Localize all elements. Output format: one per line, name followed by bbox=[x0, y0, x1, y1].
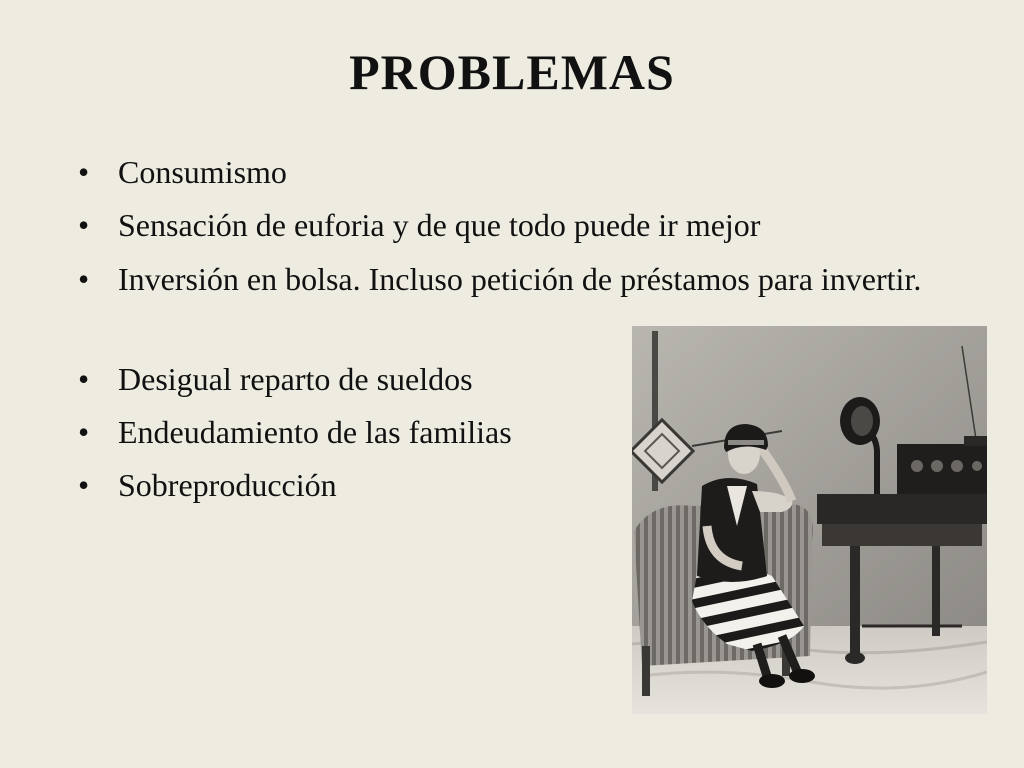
bullet-marker: • bbox=[78, 154, 90, 190]
bullet-text: Desigual reparto de sueldos bbox=[118, 361, 473, 397]
vintage-photo-woman-with-radio bbox=[632, 326, 987, 714]
bullet-marker: • bbox=[78, 261, 90, 297]
bullet-marker: • bbox=[78, 361, 90, 397]
bullet-marker: • bbox=[78, 467, 90, 503]
photo-illustration bbox=[632, 326, 987, 714]
bullet-text: Consumismo bbox=[118, 154, 287, 190]
slide-title: PROBLEMAS bbox=[349, 44, 675, 100]
bullet-text: Sensación de euforia y de que todo puede ir mejor bbox=[118, 207, 761, 243]
bullet-text: Inversión en bolsa. Incluso petición de préstamos para invertir. bbox=[118, 261, 922, 297]
bullet-text: Sobreproducción bbox=[118, 467, 337, 503]
bullet-marker: • bbox=[78, 414, 90, 450]
bullet-text: Endeudamiento de las familias bbox=[118, 414, 512, 450]
bullet-marker: • bbox=[78, 207, 90, 243]
